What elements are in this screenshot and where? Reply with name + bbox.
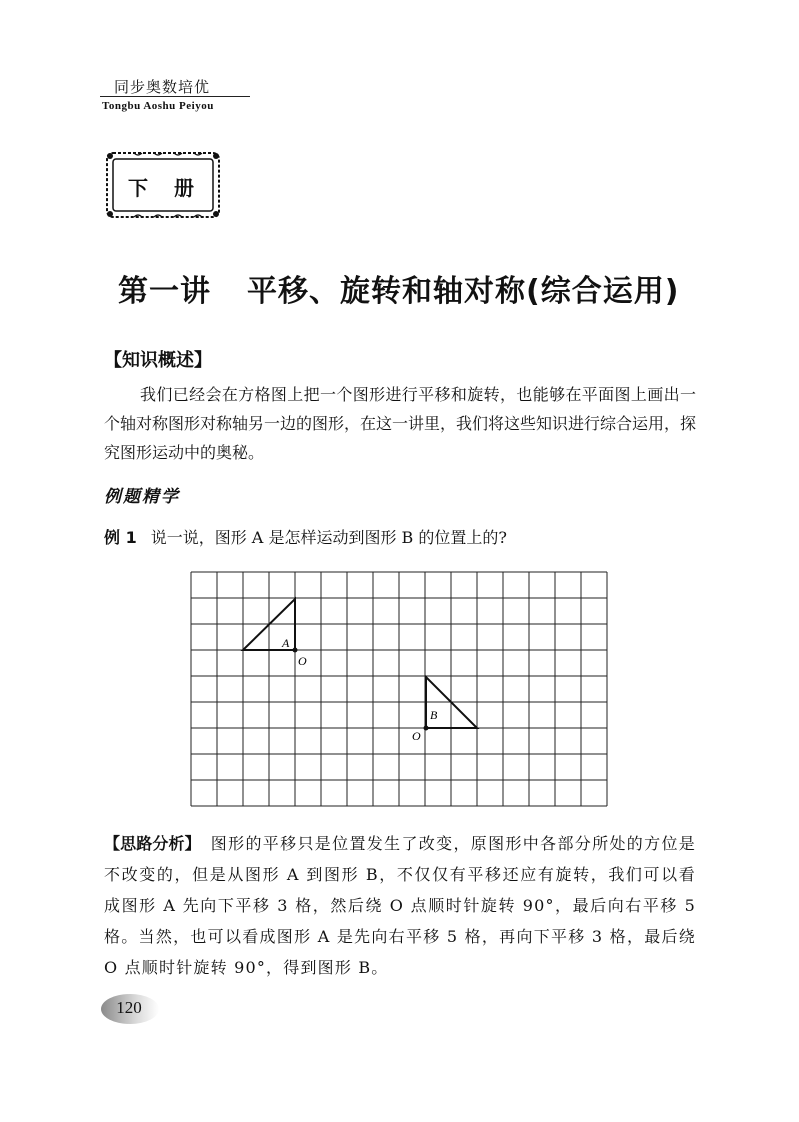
pivot-point-a <box>293 648 298 653</box>
volume-badge <box>104 150 222 220</box>
lecture-topic: 平移、旋转和轴对称(综合运用) <box>247 274 680 309</box>
example-1-label: 例 1 <box>104 528 137 547</box>
analysis-heading: 【思路分析】 <box>104 834 201 853</box>
label-b: B <box>430 708 438 722</box>
lecture-number: 第一讲 <box>118 274 211 309</box>
series-title-en: Tongbu Aoshu Peiyou <box>102 100 214 112</box>
examples-heading: 例题精学 <box>104 487 180 507</box>
header-rule <box>100 96 250 97</box>
analysis-text: 图形的平移只是位置发生了改变，原图形中各部分所处的方位是不改变的，但是从图形 A 到图形 B，不仅仅有平移还应有旋转，我们可以看成图形 A 先向下平移 3 格，然后绕 O 点顺时针旋转 90°，最后向右平移 5 格。当然，也可以看成图形 A 是先向右平移 5 格，再向下平移 3 格，最后绕 O 点顺时针旋转 90°，得到图形 B。 <box>104 834 696 977</box>
volume-label: 下册 <box>128 176 220 200</box>
pivot-point-b <box>424 726 429 731</box>
knowledge-text: 我们已经会在方格图上把一个图形进行平移和旋转，也能够在平面图上画出一个轴对称图形对称轴另一边的图形，在这一讲里，我们将这些知识进行综合运用，探究图形运动中的奥秘。 <box>104 385 697 462</box>
label-o-a: O <box>298 654 307 668</box>
grid-lines <box>191 572 607 806</box>
series-title-cn: 同步奥数培优 <box>114 78 211 96</box>
example-1-question: 说一说，图形 A 是怎样运动到图形 B 的位置上的? <box>150 528 507 547</box>
analysis-block <box>104 828 696 983</box>
label-o-b: O <box>412 729 421 743</box>
page-number: 120 <box>116 998 142 1017</box>
grid-figure <box>190 571 608 811</box>
example-1 <box>104 525 507 548</box>
knowledge-heading: 【知识概述】 <box>104 350 212 371</box>
label-a: A <box>282 636 290 650</box>
page-number-badge <box>100 992 164 1026</box>
grid-diagram <box>190 571 608 807</box>
lecture-title <box>118 266 679 310</box>
